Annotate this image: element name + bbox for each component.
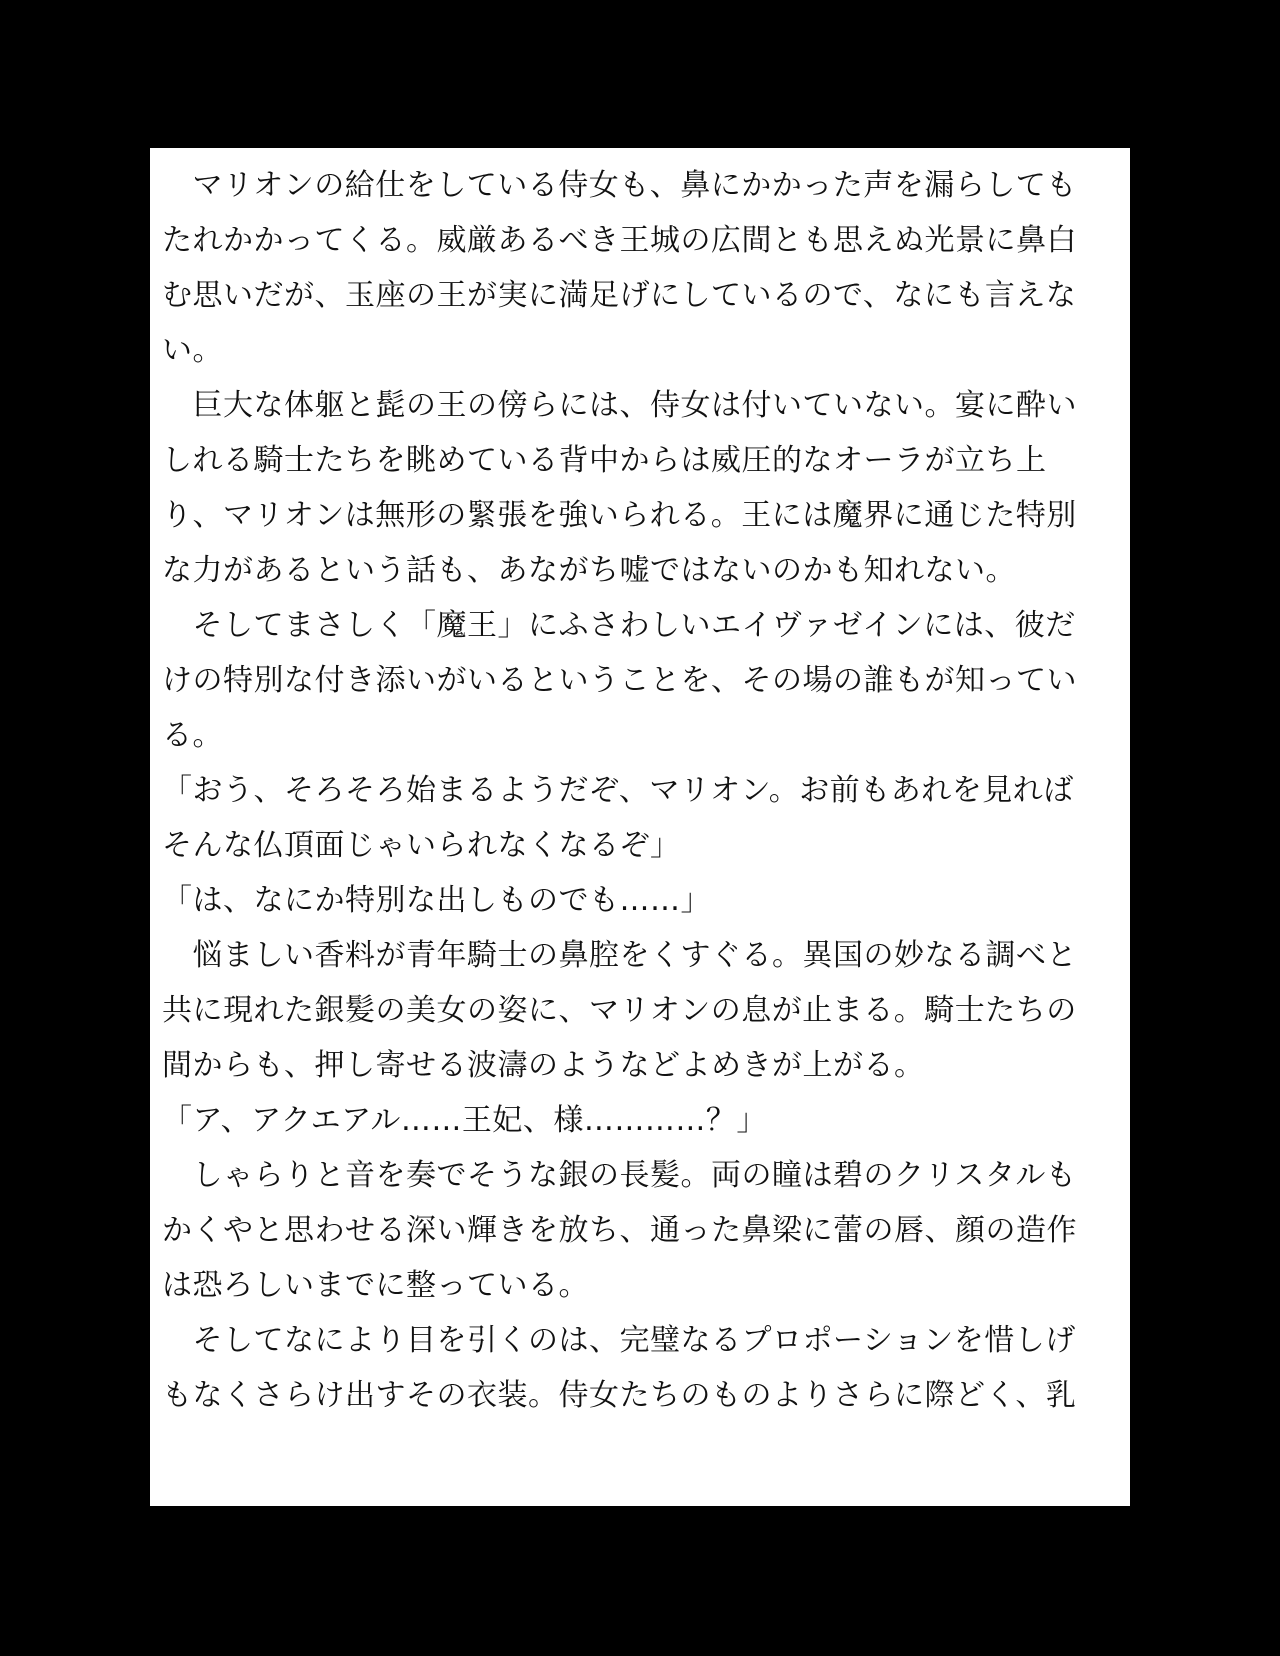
- text-line: は恐ろしいまでに整っている。: [162, 1268, 589, 1303]
- text-line: 悩ましい香料が青年騎士の鼻腔をくすぐる。異国の妙なる調べと: [162, 938, 1077, 973]
- text-line: けの特別な付き添いがいるということを、その場の誰もが知ってい: [162, 663, 1077, 698]
- text-line: り、マリオンは無形の緊張を強いられる。王には魔界に通じた特別: [162, 498, 1077, 533]
- text-line: かくやと思わせる深い輝きを放ち、通った鼻梁に蕾の唇、顔の造作: [162, 1213, 1077, 1248]
- text-line: 共に現れた銀髪の美女の姿に、マリオンの息が止まる。騎士たちの: [162, 993, 1077, 1028]
- text-line: そしてなにより目を引くのは、完璧なるプロポーションを惜しげ: [162, 1323, 1076, 1358]
- text-line: む思いだが、玉座の王が実に満足げにしているので、なにも言えな: [162, 278, 1077, 313]
- text-line: 「ア、アクエアル……王妃、様…………？」: [162, 1103, 767, 1138]
- text-line: い。: [162, 333, 223, 368]
- text-line: 「は、なにか特別な出しものでも……」: [162, 883, 711, 918]
- text-line: しれる騎士たちを眺めている背中からは威圧的なオーラが立ち上: [162, 443, 1047, 478]
- text-line: 「おう、そろそろ始まるようだぞ、マリオン。お前もあれを見れば: [162, 773, 1074, 808]
- text-line: しゃらりと音を奏でそうな銀の長髪。両の瞳は碧のクリスタルも: [162, 1158, 1077, 1193]
- text-line: たれかかってくる。威厳あるべき王城の広間とも思えぬ光景に鼻白: [162, 223, 1077, 258]
- text-line: 間からも、押し寄せる波濤のようなどよめきが上がる。: [162, 1048, 925, 1083]
- text-line: もなくさらけ出すその衣装。侍女たちのものよりさらに際どく、乳: [162, 1378, 1077, 1413]
- text-line: な力があるという話も、あながち嘘ではないのかも知れない。: [162, 553, 1016, 588]
- text-line: 巨大な体躯と髭の王の傍らには、侍女は付いていない。宴に酔い: [162, 388, 1077, 423]
- text-line: そしてまさしく「魔王」にふさわしいエイヴァゼインには、彼だ: [162, 608, 1076, 643]
- text-line: る。: [162, 718, 223, 753]
- document-page: [150, 148, 1130, 1506]
- text-line: そんな仏頂面じゃいられなくなるぞ」: [162, 828, 681, 863]
- text-line: マリオンの給仕をしている侍女も、鼻にかかった声を漏らしても: [162, 168, 1077, 203]
